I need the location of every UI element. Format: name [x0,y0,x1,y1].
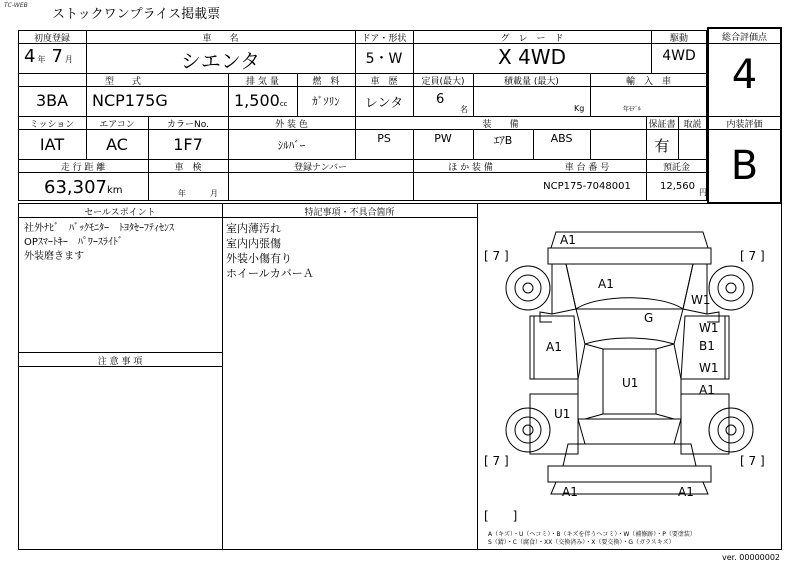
equipment-ps: PS [377,132,391,145]
wheel-rear-left [506,408,550,452]
warranty-value: 有 [654,137,670,155]
mark-right-b1: B1 [699,339,715,353]
grade-value: X 4WD [498,45,566,69]
fee-value: 12,560 [660,181,695,192]
mark-front-a1: A1 [560,233,576,247]
mark-left-a1: A1 [546,340,562,354]
legend-line: S（錆）・C（腐食）・XX（交換済み）・X（要交換）・G（ガラスキズ） [488,539,675,546]
bracket-front-left: [ 7 ] [484,249,509,263]
caution-label: 注 意 事 項 [97,357,143,367]
inspection-month: 月 [210,189,218,198]
warranty-label: 保証書 [648,120,676,130]
note-item: 室内薄汚れ [226,222,281,235]
chassis-number: NCP175-7048001 [543,181,631,192]
bracket-front-right: [ 7 ] [740,249,765,263]
notes-label: 特記事項・不具合箇所 [304,208,395,218]
displacement-value [234,91,288,110]
history-label: 車 歴 [370,77,398,87]
sales-points-list [24,222,174,264]
mileage-label: 走 行 距 離 [60,163,106,173]
load-unit: Kg [574,104,585,113]
fee-unit: 円 [699,188,707,197]
wheel-rear-right [709,408,753,452]
page-title: ストックワンプライス掲載票 [52,7,221,22]
mark-right-w1-a: W1 [691,293,711,307]
wheel-front-right [709,266,753,310]
mark-right-w1-c: W1 [699,361,719,375]
damage-legend [488,531,696,547]
interior-grade-label: 内装評価 [726,120,763,130]
drive-label: 駆動 [669,34,688,44]
month-unit: 月 [64,55,73,64]
equipment-pw: PW [434,132,452,145]
reg-number-label: 登録ナンバー [294,163,347,173]
car-name: シエンタ [180,49,261,73]
door-shape: 5・W [365,51,403,67]
inspection-label: 車 検 [174,163,202,173]
note-item: 外装小傷有り [226,252,292,265]
exterior-color-label: 外 装 色 [275,120,308,130]
color-no-value: 1F7 [173,135,203,154]
color-no-label: カラーNo. [167,120,209,130]
displacement-unit: cc [279,100,288,108]
year-unit: 年 [37,55,46,64]
mileage-unit: km [106,185,123,196]
overall-grade-label: 総合評価点 [721,33,767,43]
fee-label: 預託金 [662,163,690,173]
bracket-spare: [ ] [484,509,518,523]
mark-rear-a1-right: A1 [678,485,694,499]
logo [4,2,48,18]
mark-right-w1-b: W1 [699,321,719,335]
interior-grade-value: B [730,143,759,189]
sales-point: 外装磨きます [24,251,84,262]
capacity-value: 6 [436,92,445,107]
car-name-label: 車 名 [202,34,239,44]
model-value: NCP175G [92,91,168,110]
aircon-value: AC [106,135,128,154]
aircon-label: エアコン [99,120,135,130]
history-value: レンタ [364,96,404,111]
note-item: ホイールカバーＡ [226,267,314,280]
mark-glass-g: G [644,311,654,325]
legend-line: A（キズ）・U（ヘコミ）・B（キズを伴うヘコミ）・W（補修跡）・P（要塗装） [488,531,696,538]
first-reg-value [24,46,73,67]
mission-value: IAT [39,135,65,154]
other-equipment-label: ほ か 装 備 [448,163,493,173]
fuel-value: ｶﾞｿﾘﾝ [312,95,340,108]
fuel-label: 燃 料 [312,77,340,87]
displacement-label: 排 気 量 [246,77,279,87]
displacement-number: 1,500 [234,91,280,110]
import-label: 輸 入 車 [625,77,671,87]
note-item: 室内内張傷 [226,237,281,250]
mark-hood-a1: A1 [598,277,614,291]
capacity-label: 定員(最大) [421,77,465,87]
mileage-value [44,177,123,198]
bracket-rear-right: [ 7 ] [740,454,765,468]
reg-month: 7 [51,46,63,67]
first-reg-label: 初度登録 [33,34,70,44]
model-label: 型 式 [104,77,141,87]
version-text: ver. 00000002 [722,553,781,562]
exterior-color-value: ｼﾙﾊﾞｰ [277,139,306,152]
import-note: 年ﾓﾃﾞﾙ [623,106,642,113]
mark-roof-u1: U1 [622,376,639,390]
door-shape-label: ドア・形状 [361,34,407,44]
chassis-label: 車 台 番 号 [564,163,610,173]
capacity-unit: 名 [460,105,468,114]
manual-label: 取説 [683,120,702,130]
equipment-abs: ABS [550,132,573,145]
sales-points-label: セールスポイント [84,208,156,218]
equipment-label: 装 備 [482,120,519,130]
logo-text: TC-WEB [4,2,28,9]
mileage-number: 63,307 [44,177,107,198]
grade-label: グ レ ー ド [500,34,564,44]
equipment-airbag: ｴｱB [493,134,513,147]
bracket-rear-left: [ 7 ] [484,454,509,468]
wheel-front-left [506,266,550,310]
mark-left-u1: U1 [554,407,571,421]
mission-label: ミッション [29,120,75,130]
model-prefix: 3BA [35,91,69,110]
sales-point: 社外ﾅﾋﾞ ﾊﾞｯｸﾓﾆﾀｰ ﾄﾖﾀｾｰﾌﾃｨｾﾝｽ [24,223,174,234]
notes-list [226,221,314,281]
inspection-year: 年 [178,189,186,198]
car-diagram [478,204,781,549]
load-label: 積載量 (最大) [504,77,559,87]
drive-value: 4WD [662,48,696,64]
mark-right-a1: A1 [699,383,715,397]
overall-grade-value: 4 [731,52,758,98]
sales-point: OPｽﾏｰﾄｷｰ ﾊﾟﾜｰｽﾗｲﾄﾞ [24,237,123,248]
reg-year: 4 [24,46,36,67]
mark-rear-a1-left: A1 [562,485,578,499]
